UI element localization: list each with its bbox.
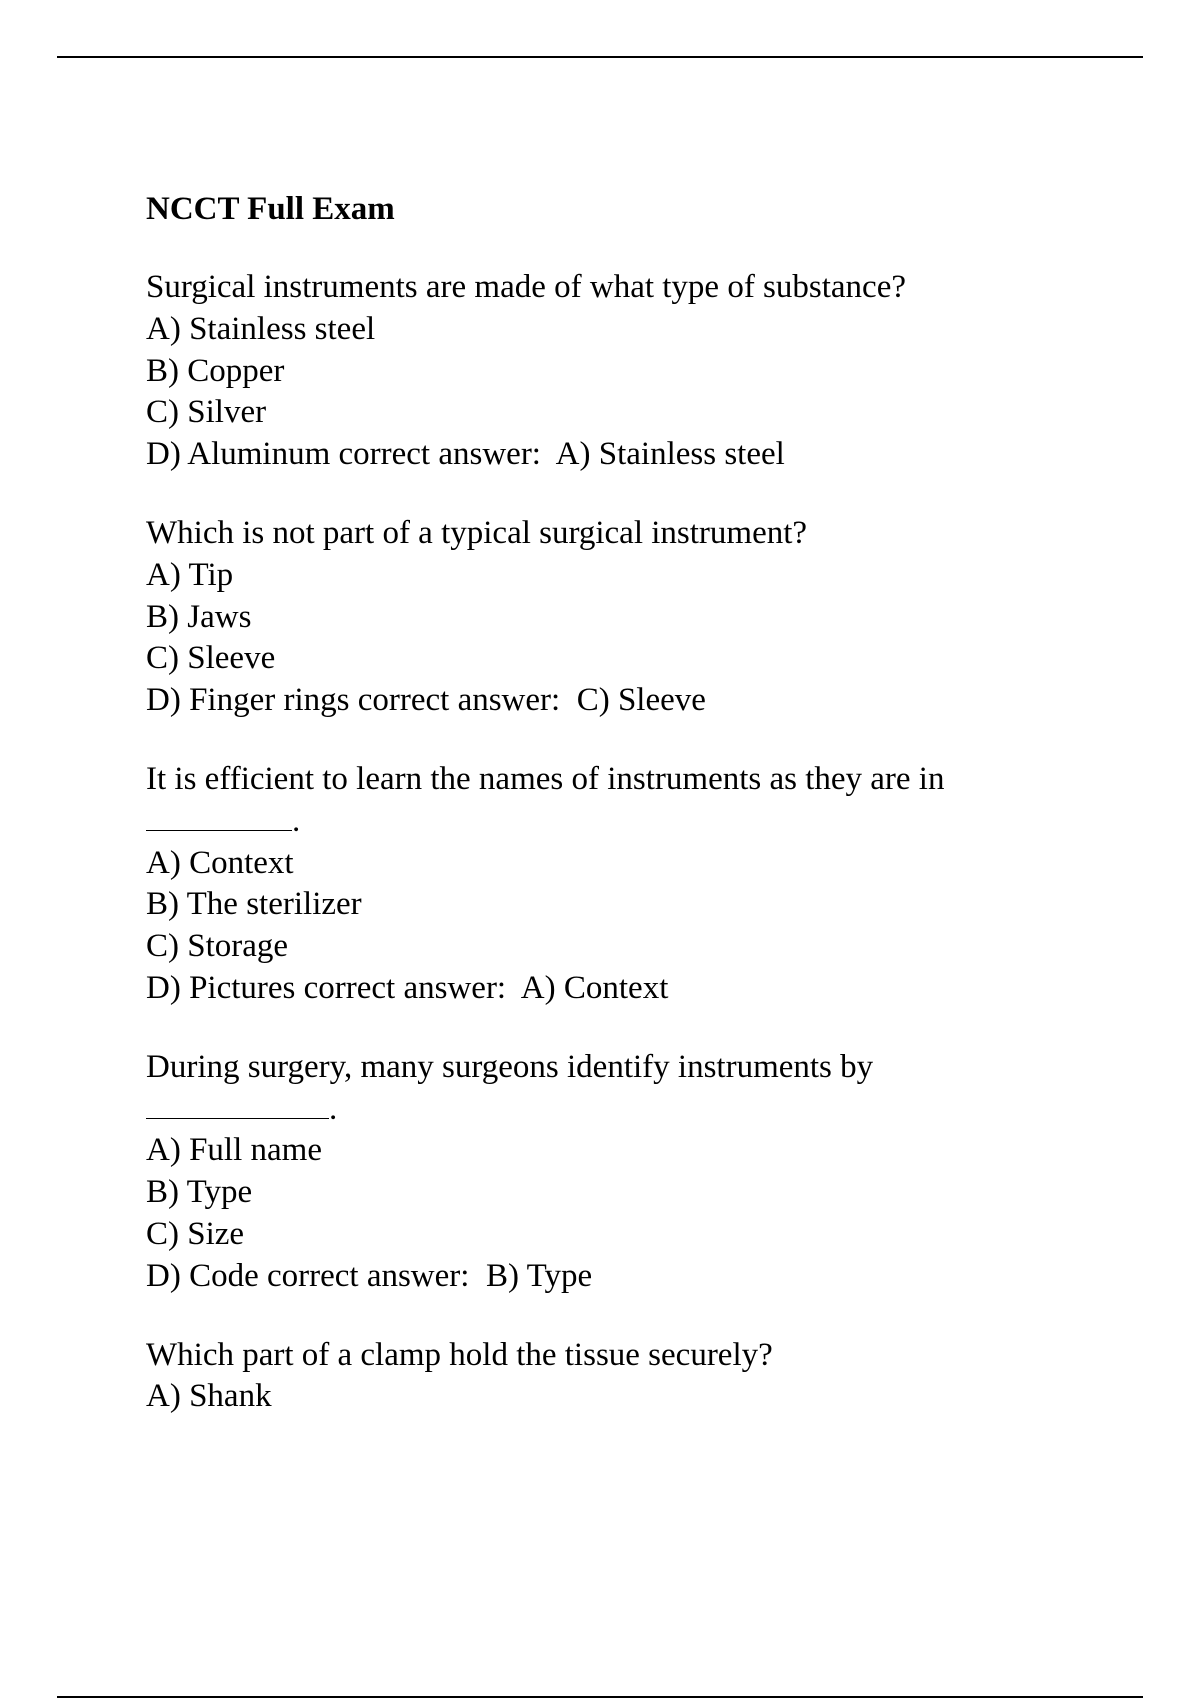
option-c: C) Sleeve bbox=[146, 640, 276, 677]
question-2 bbox=[146, 513, 1086, 722]
option-b: B) Type bbox=[146, 1174, 253, 1211]
option-a: A) Tip bbox=[146, 556, 234, 593]
option-c: C) Size bbox=[146, 1215, 245, 1252]
question-prompt: Which is not part of a typical surgical instrument? bbox=[146, 514, 808, 551]
fill-in-blank-line bbox=[146, 801, 1086, 843]
option-d: D) Aluminum bbox=[146, 436, 331, 473]
option-a: A) Full name bbox=[146, 1132, 322, 1169]
fill-in-blank-line bbox=[146, 1089, 1086, 1131]
option-c: C) Storage bbox=[146, 928, 289, 965]
option-b: B) The sterilizer bbox=[146, 886, 362, 923]
answer-prefix: correct answer: bbox=[258, 1257, 486, 1294]
answer-prefix: correct answer: bbox=[295, 969, 521, 1006]
option-d-with-answer bbox=[146, 968, 1086, 1010]
blank-suffix: . bbox=[329, 1090, 338, 1127]
option-d-with-answer bbox=[146, 1256, 1086, 1298]
question-prompt: Surgical instruments are made of what type of substance? bbox=[146, 269, 906, 305]
page-title: NCCT Full Exam bbox=[146, 191, 395, 227]
option-c: C) Silver bbox=[146, 394, 267, 431]
fill-in-blank bbox=[146, 1092, 329, 1119]
correct-answer: A) Context bbox=[520, 969, 669, 1006]
option-d: D) Finger rings bbox=[146, 682, 350, 719]
exam-content bbox=[146, 188, 1086, 1455]
option-d-with-answer bbox=[146, 680, 1086, 722]
question-prompt: It is efficient to learn the names of instruments as they are in bbox=[146, 760, 945, 797]
option-a: A) Context bbox=[146, 844, 294, 881]
bottom-rule bbox=[57, 1696, 1143, 1698]
option-a: A) Stainless steel bbox=[146, 310, 376, 347]
option-d: D) Pictures bbox=[146, 969, 296, 1006]
option-b: B) Jaws bbox=[146, 598, 252, 635]
question-prompt: Which part of a clamp hold the tissue securely? bbox=[146, 1336, 773, 1373]
question-prompt: During surgery, many surgeons identify instruments by bbox=[146, 1048, 874, 1085]
option-b: B) Copper bbox=[146, 352, 285, 389]
fill-in-blank bbox=[146, 804, 292, 831]
correct-answer: A) Stainless steel bbox=[555, 436, 785, 473]
question-5 bbox=[146, 1335, 1086, 1419]
correct-answer: B) Type bbox=[485, 1257, 593, 1294]
option-d: D) Code bbox=[146, 1257, 259, 1294]
correct-answer: C) Sleeve bbox=[576, 682, 706, 719]
question-4 bbox=[146, 1047, 1086, 1298]
answer-prefix: correct answer: bbox=[330, 436, 556, 473]
answer-prefix: correct answer: bbox=[349, 682, 577, 719]
blank-suffix: . bbox=[292, 802, 301, 839]
option-d-with-answer bbox=[146, 434, 1086, 476]
option-a: A) Shank bbox=[146, 1378, 272, 1415]
question-3 bbox=[146, 759, 1086, 1010]
top-rule bbox=[57, 56, 1143, 58]
question-1 bbox=[146, 267, 1086, 476]
